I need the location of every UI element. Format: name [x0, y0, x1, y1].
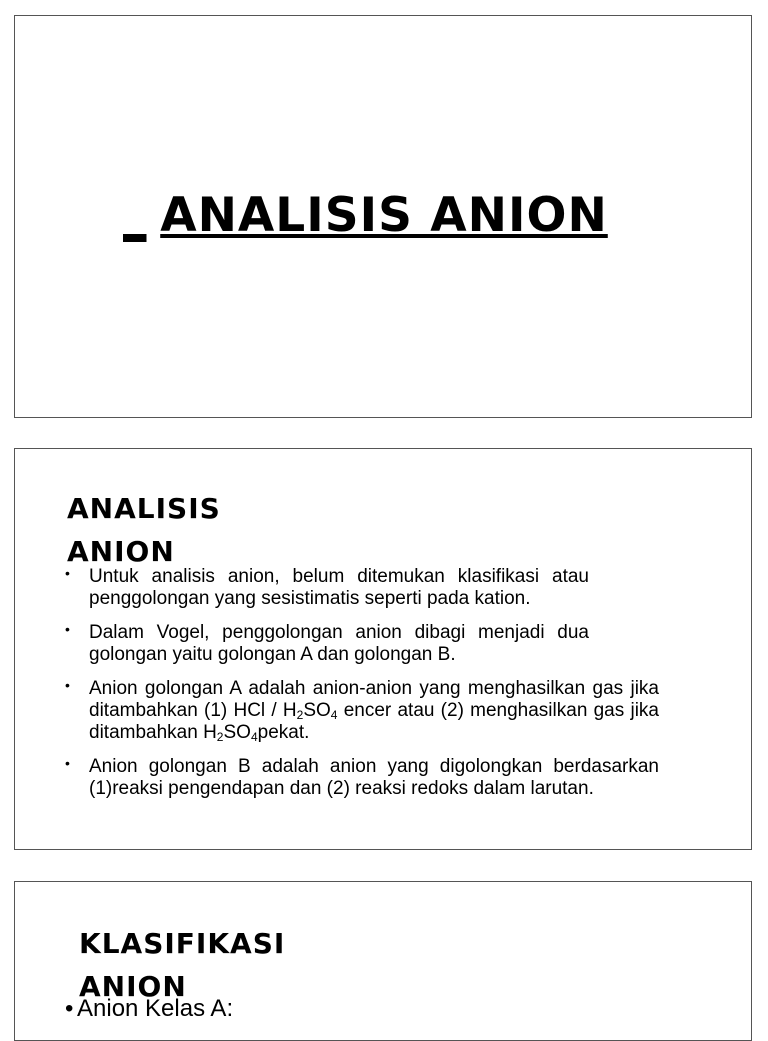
bullet-text: Anion Kelas A: [77, 995, 234, 1022]
bullet-item [65, 566, 589, 610]
title-dash: _ [123, 188, 147, 243]
bullet-list [65, 566, 659, 812]
bullet-text: Untuk analisis anion, belum ditemukan klasifikasi atau penggolongan yang sesistimatis seperti pada kation. [89, 566, 589, 609]
slide-klasifikasi-anion [14, 881, 752, 1041]
bullet-glyph: • [65, 995, 74, 1022]
bullet-item [65, 756, 659, 800]
bullet-item [65, 622, 589, 666]
bullet-glyph: • [65, 621, 70, 637]
bullet-glyph: • [65, 565, 70, 581]
bullet-item [65, 678, 659, 744]
bullet-text: Anion golongan A adalah anion-anion yang menghasilkan gas jika ditambahkan (1) HCl / $H_2SO_4$ encer atau (2) menghasilkan gas jika ditambahkan $H_2SO_4pekat$. [89, 678, 659, 744]
slide-title-text: ANALISIS ANION [160, 188, 608, 243]
bullet-glyph: • [65, 755, 70, 771]
bullet-item [65, 995, 465, 1022]
bullet-list [65, 995, 465, 1032]
slide-heading: KLASIFIKASI ANION [79, 927, 286, 1003]
slide-title [14, 15, 752, 418]
bullet-text: Anion golongan B adalah anion yang digolongkan berdasarkan [89, 756, 659, 777]
bullet-glyph: • [65, 677, 70, 693]
slide-heading: ANALISIS ANION [67, 492, 221, 568]
slide-analisis-anion [14, 448, 752, 850]
bullet-text: Dalam Vogel, penggolongan anion dibagi menjadi dua golongan yaitu golongan A dan golongan B. [89, 622, 589, 665]
bullet-text: (1)reaksi pengendapan dan (2) reaksi redoks dalam larutan. [89, 778, 594, 799]
